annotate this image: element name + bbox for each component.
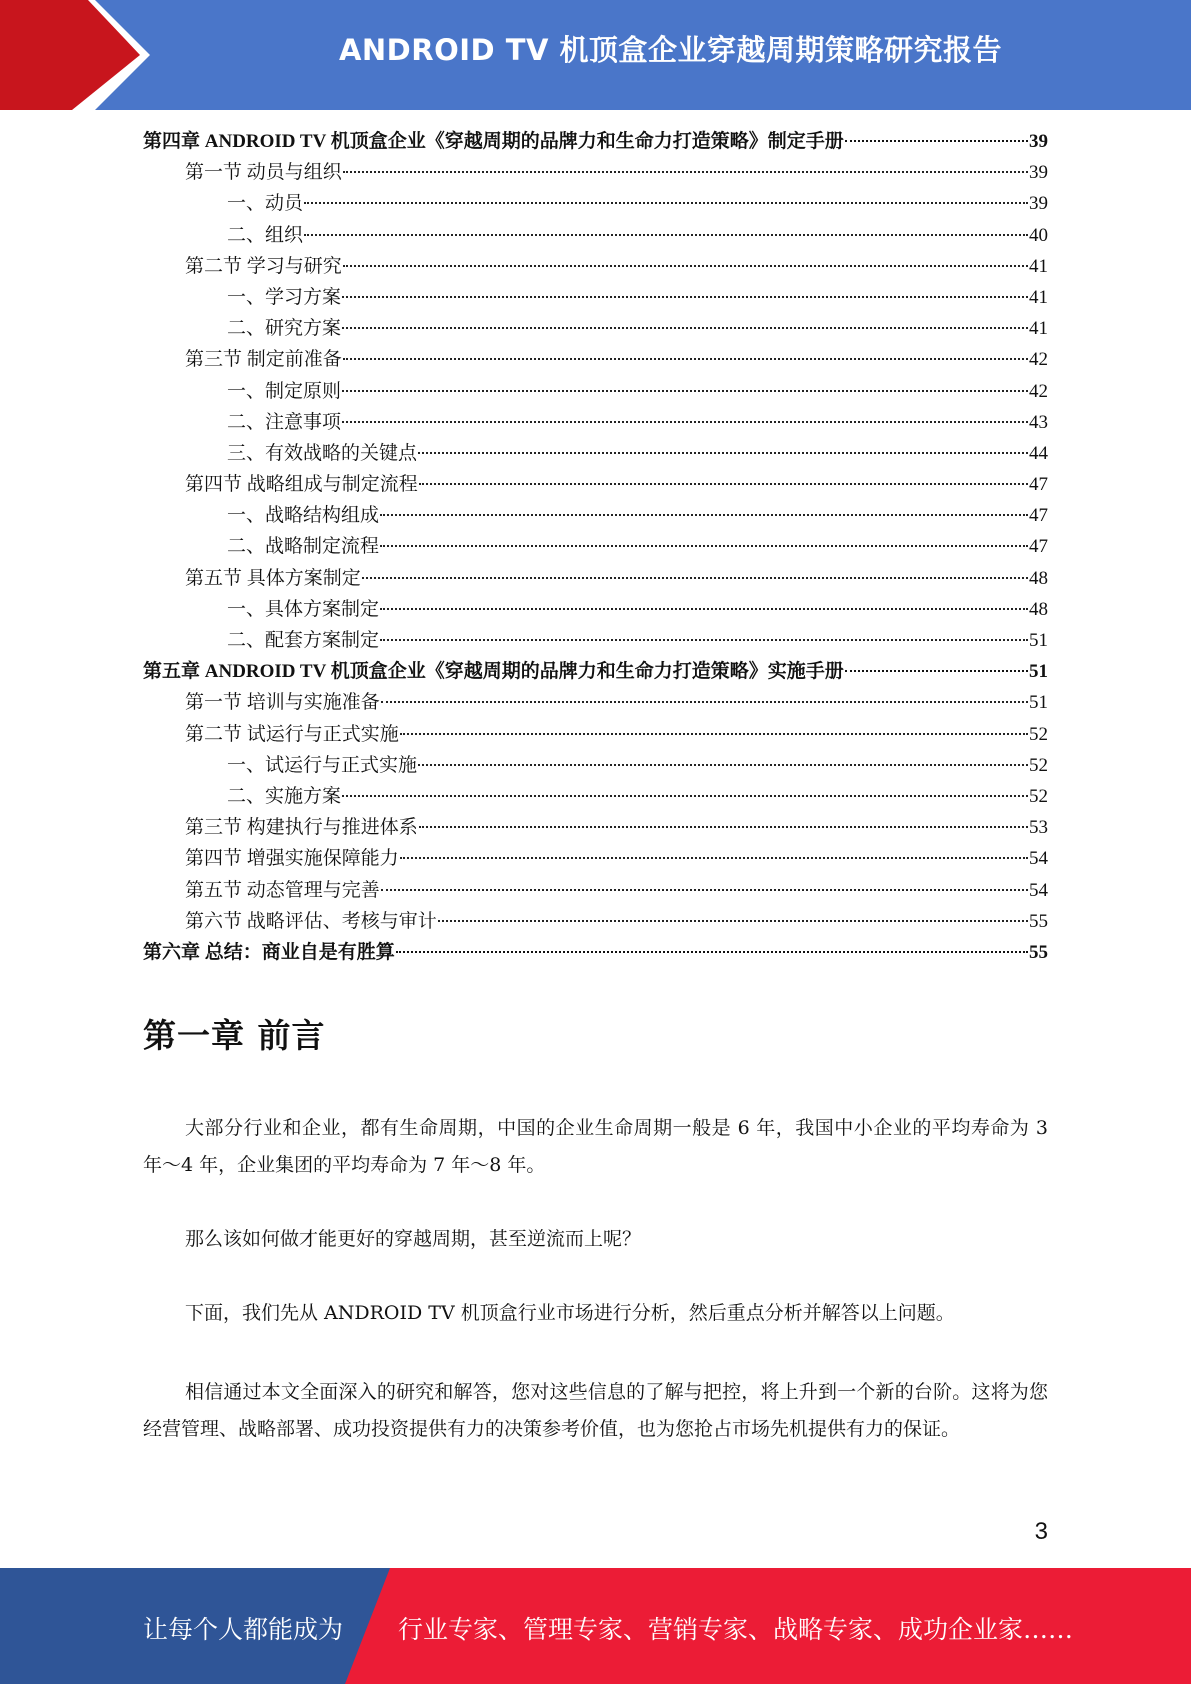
toc-entry-label: 第四节 增强实施保障能力 <box>185 848 399 870</box>
toc-entry-label: 第四章 ANDROID TV 机顶盒企业《穿越周期的品牌力和生命力打造策略》制定手册 <box>143 131 844 152</box>
toc-dot-leader <box>845 140 1028 142</box>
toc-entry[interactable] <box>143 625 1048 656</box>
toc-dot-leader <box>438 920 1028 922</box>
toc-entry-label: 二、研究方案 <box>227 318 342 340</box>
toc-entry[interactable] <box>143 875 1048 906</box>
paragraph-3: 下面，我们先从 ANDROID TV 机顶盒行业市场进行分析，然后重点分析并解答以上问题。 <box>185 1302 955 1324</box>
toc-entry-label: 第六章 总结：商业自是有胜算 <box>143 941 395 963</box>
toc-entry[interactable] <box>143 157 1048 188</box>
toc-entry-page: 39 <box>1029 193 1048 215</box>
toc-entry-page: 52 <box>1029 754 1048 776</box>
toc-entry[interactable] <box>143 812 1048 843</box>
toc-entry-page: 52 <box>1029 785 1048 807</box>
toc-entry-page: 54 <box>1029 879 1048 901</box>
toc-entry-label: 一、战略结构组成 <box>227 505 380 527</box>
toc-entry-page: 44 <box>1029 442 1048 464</box>
toc-entry[interactable] <box>143 843 1048 874</box>
toc-entry-label: 一、动员 <box>227 193 304 215</box>
toc-entry[interactable] <box>143 906 1048 937</box>
toc-dot-leader <box>418 452 1028 454</box>
toc-entry[interactable] <box>143 376 1048 407</box>
toc-dot-leader <box>343 265 1028 267</box>
toc-entry-page: 55 <box>1029 941 1048 963</box>
toc-dot-leader <box>342 390 1028 392</box>
toc-dot-leader <box>362 577 1028 579</box>
paragraph-1: 大部分行业和企业，都有生命周期，中国的企业生命周期一般是 6 年，我国中小企业的平均寿命为 3 年～4 年，企业集团的平均寿命为 7 年～8 年。 <box>143 1117 1048 1176</box>
toc-entry-label: 二、配套方案制定 <box>227 630 380 651</box>
toc-entry-page: 47 <box>1029 474 1048 496</box>
toc-entry-label: 第三节 构建执行与推进体系 <box>185 817 418 839</box>
toc-entry[interactable] <box>143 126 1048 157</box>
toc-entry-page: 42 <box>1029 349 1048 371</box>
toc-dot-leader <box>400 857 1028 859</box>
toc-entry-label: 第三节 制定前准备 <box>185 349 342 371</box>
toc-entry-page: 48 <box>1029 567 1048 589</box>
toc-dot-leader <box>380 514 1028 516</box>
toc-entry-label: 一、具体方案制定 <box>227 598 380 620</box>
toc-entry-label: 二、实施方案 <box>227 785 342 807</box>
toc-dot-leader <box>304 202 1028 204</box>
toc-entry-page: 41 <box>1029 255 1048 277</box>
toc-dot-leader <box>380 608 1028 610</box>
toc-entry-page: 54 <box>1029 848 1048 870</box>
toc-entry-label: 一、试运行与正式实施 <box>227 754 418 776</box>
toc-dot-leader <box>380 639 1028 641</box>
toc-entry[interactable] <box>143 469 1048 500</box>
toc-entry-page: 39 <box>1029 131 1048 152</box>
table-of-contents <box>143 126 1048 968</box>
report-title: ANDROID TV 机顶盒企业穿越周期策略研究报告 <box>338 33 1003 67</box>
toc-entry[interactable] <box>143 500 1048 531</box>
toc-dot-leader <box>342 421 1028 423</box>
toc-entry-page: 42 <box>1029 380 1048 402</box>
toc-entry-label: 第六节 战略评估、考核与审计 <box>185 910 437 932</box>
toc-entry-page: 39 <box>1029 162 1048 184</box>
toc-entry[interactable] <box>143 251 1048 282</box>
footer-banner <box>0 1568 1191 1684</box>
toc-entry[interactable] <box>143 719 1048 750</box>
toc-entry-page: 51 <box>1029 661 1048 683</box>
toc-entry[interactable] <box>143 687 1048 718</box>
toc-entry[interactable] <box>143 220 1048 251</box>
toc-entry-label: 第四节 战略组成与制定流程 <box>185 474 418 496</box>
toc-entry[interactable] <box>143 313 1048 344</box>
toc-entry-label: 第五章 ANDROID TV 机顶盒企业《穿越周期的品牌力和生命力打造策略》实施手册 <box>143 661 844 683</box>
toc-entry-page: 52 <box>1029 723 1048 745</box>
toc-entry[interactable] <box>143 563 1048 594</box>
toc-dot-leader <box>396 951 1028 953</box>
toc-entry[interactable] <box>143 656 1048 687</box>
toc-entry-page: 51 <box>1029 630 1048 651</box>
toc-entry-page: 55 <box>1029 910 1048 932</box>
toc-entry-page: 53 <box>1029 817 1048 839</box>
toc-entry-label: 第二节 试运行与正式实施 <box>185 723 399 745</box>
header-red-arrow <box>0 0 140 110</box>
toc-dot-leader <box>419 826 1028 828</box>
footer-slogan-left: 让每个人都能成为 <box>143 1615 344 1644</box>
toc-entry[interactable] <box>143 937 1048 968</box>
toc-entry[interactable] <box>143 438 1048 469</box>
toc-dot-leader <box>343 358 1028 360</box>
toc-entry-label: 二、注意事项 <box>227 411 342 433</box>
toc-entry[interactable] <box>143 750 1048 781</box>
toc-entry[interactable] <box>143 344 1048 375</box>
toc-dot-leader <box>342 327 1028 329</box>
page-number: 3 <box>1034 1518 1048 1545</box>
toc-entry-page: 51 <box>1029 692 1048 714</box>
paragraph-2: 那么该如何做才能更好的穿越周期，甚至逆流而上呢？ <box>185 1228 642 1250</box>
toc-dot-leader <box>400 733 1028 735</box>
toc-entry-label: 一、制定原则 <box>227 380 342 402</box>
toc-dot-leader <box>380 545 1028 547</box>
toc-dot-leader <box>381 701 1028 703</box>
toc-dot-leader <box>343 171 1028 173</box>
toc-entry-page: 48 <box>1029 598 1048 620</box>
toc-dot-leader <box>845 670 1028 672</box>
header-banner <box>0 0 1191 110</box>
toc-entry-label: 二、战略制定流程 <box>227 536 380 558</box>
toc-entry-label: 三、有效战略的关键点 <box>227 442 418 464</box>
toc-entry-label: 一、学习方案 <box>227 286 342 308</box>
toc-entry[interactable] <box>143 188 1048 219</box>
toc-entry-page: 41 <box>1029 318 1048 340</box>
paragraph-4: 相信通过本文全面深入的研究和解答，您对这些信息的了解与把控，将上升到一个新的台阶。这将为您经营管理、战略部署、成功投资提供有力的决策参考价值，也为您抢占市场先机提供有力的保证。 <box>143 1381 1048 1440</box>
toc-entry[interactable] <box>143 282 1048 313</box>
toc-dot-leader <box>304 234 1028 236</box>
chapter-heading: 第一章 前言 <box>143 1016 326 1055</box>
toc-dot-leader <box>419 483 1028 485</box>
toc-entry-page: 43 <box>1029 411 1048 433</box>
toc-entry[interactable] <box>143 594 1048 625</box>
toc-dot-leader <box>381 889 1028 891</box>
toc-entry[interactable] <box>143 531 1048 562</box>
toc-entry-label: 二、组织 <box>227 224 304 246</box>
toc-entry-page: 41 <box>1029 286 1048 308</box>
toc-entry-page: 40 <box>1029 224 1048 246</box>
footer-slogan-right: 行业专家、管理专家、营销专家、战略专家、成功企业家…… <box>398 1615 1074 1644</box>
toc-entry-label: 第五节 具体方案制定 <box>185 567 361 589</box>
toc-dot-leader <box>342 296 1028 298</box>
toc-entry-page: 47 <box>1029 536 1048 558</box>
toc-entry-label: 第二节 学习与研究 <box>185 255 342 277</box>
toc-entry[interactable] <box>143 781 1048 812</box>
toc-entry[interactable] <box>143 407 1048 438</box>
toc-dot-leader <box>342 795 1028 797</box>
toc-entry-label: 第一节 培训与实施准备 <box>185 692 380 714</box>
toc-entry-label: 第一节 动员与组织 <box>185 162 342 184</box>
toc-entry-label: 第五节 动态管理与完善 <box>185 879 380 901</box>
toc-entry-page: 47 <box>1029 505 1048 527</box>
toc-dot-leader <box>418 764 1028 766</box>
